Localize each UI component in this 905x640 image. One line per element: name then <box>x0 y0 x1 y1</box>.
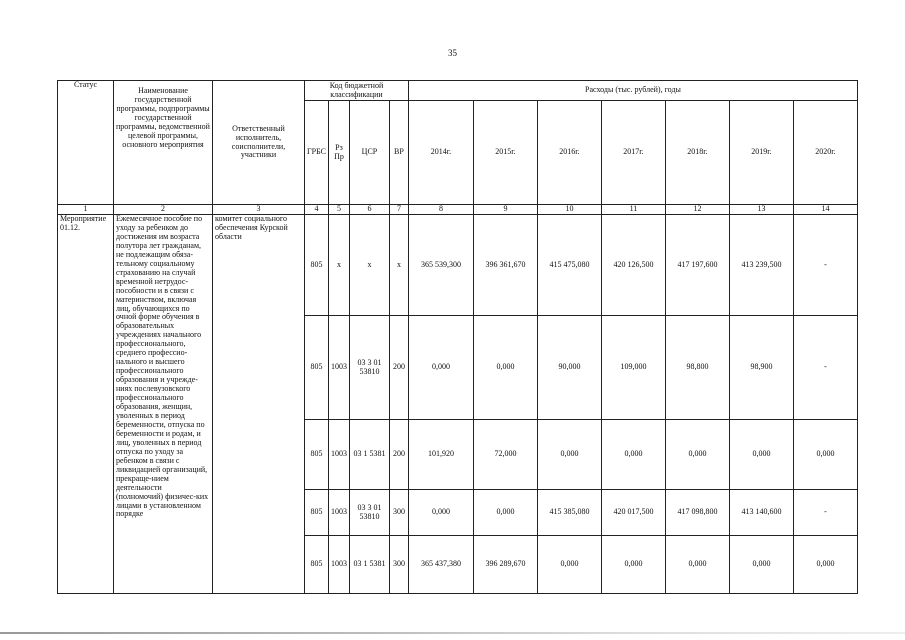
cell-value: 0,000 <box>537 536 601 594</box>
cell-value: 0,000 <box>665 420 729 490</box>
cell-value: 365 539,300 <box>408 215 473 316</box>
table-row <box>58 215 858 316</box>
cell-value: 396 361,670 <box>473 215 537 316</box>
header-grbs: ГРБС <box>305 101 329 205</box>
cell-value: 0,000 <box>793 420 857 490</box>
column-number: 12 <box>665 205 729 215</box>
column-number: 4 <box>305 205 329 215</box>
header-vr: ВР <box>389 101 408 205</box>
header-year: 2017г. <box>601 101 665 205</box>
header-year: 2014г. <box>408 101 473 205</box>
scan-edge-line <box>0 632 905 634</box>
column-number: 13 <box>729 205 793 215</box>
cell-rzpr: 1003 <box>328 316 349 420</box>
row-status: Мероприятие 01.12. <box>58 215 114 594</box>
cell-value: 98,900 <box>729 316 793 420</box>
header-csr: ЦСР <box>349 101 389 205</box>
cell-value: 0,000 <box>408 316 473 420</box>
header-year: 2018г. <box>665 101 729 205</box>
cell-csr: 03 3 01 53810 <box>349 316 389 420</box>
header-year: 2019г. <box>729 101 793 205</box>
cell-value: - <box>793 490 857 536</box>
header-year: 2016г. <box>537 101 601 205</box>
cell-value: 98,800 <box>665 316 729 420</box>
cell-grbs: 805 <box>305 316 329 420</box>
cell-value: 0,000 <box>601 420 665 490</box>
header-budget-code: Код бюджетной классификации <box>305 81 409 101</box>
cell-value: 0,000 <box>601 536 665 594</box>
cell-csr: 03 1 5381 <box>349 420 389 490</box>
cell-value: 417 098,800 <box>665 490 729 536</box>
cell-value: 101,920 <box>408 420 473 490</box>
cell-value: 0,000 <box>473 316 537 420</box>
cell-value: 396 289,670 <box>473 536 537 594</box>
cell-value: 0,000 <box>729 536 793 594</box>
column-number: 10 <box>537 205 601 215</box>
cell-value: 415 385,080 <box>537 490 601 536</box>
cell-value: 365 437,380 <box>408 536 473 594</box>
cell-value: 90,000 <box>537 316 601 420</box>
column-number: 3 <box>213 205 305 215</box>
cell-value: 420 126,500 <box>601 215 665 316</box>
cell-value: 413 140,600 <box>729 490 793 536</box>
header-executor: Ответственный исполнитель, соисполнители, участники <box>213 81 305 205</box>
cell-value: 0,000 <box>793 536 857 594</box>
cell-grbs: 805 <box>305 420 329 490</box>
cell-value: 417 197,600 <box>665 215 729 316</box>
column-number: 2 <box>114 205 213 215</box>
cell-rzpr: 1003 <box>328 420 349 490</box>
cell-value: 109,000 <box>601 316 665 420</box>
cell-vr: 200 <box>389 420 408 490</box>
header-expenses: Расходы (тыс. рублей), годы <box>408 81 857 101</box>
cell-value: 415 475,080 <box>537 215 601 316</box>
column-number: 9 <box>473 205 537 215</box>
cell-vr: 300 <box>389 536 408 594</box>
row-executor: комитет социального обеспечения Курской области <box>213 215 305 594</box>
header-year: 2015г. <box>473 101 537 205</box>
cell-value: 0,000 <box>665 536 729 594</box>
budget-table <box>57 80 858 594</box>
cell-vr: х <box>389 215 408 316</box>
column-number: 5 <box>328 205 349 215</box>
page-number: 35 <box>448 48 457 58</box>
cell-value: 0,000 <box>537 420 601 490</box>
cell-vr: 300 <box>389 490 408 536</box>
cell-rzpr: 1003 <box>328 536 349 594</box>
cell-value: - <box>793 316 857 420</box>
cell-value: 72,000 <box>473 420 537 490</box>
cell-csr: 03 1 5381 <box>349 536 389 594</box>
column-number: 11 <box>601 205 665 215</box>
cell-value: 420 017,500 <box>601 490 665 536</box>
cell-rzpr: 1003 <box>328 490 349 536</box>
header-year: 2020г. <box>793 101 857 205</box>
cell-csr: х <box>349 215 389 316</box>
cell-grbs: 805 <box>305 215 329 316</box>
cell-value: 0,000 <box>729 420 793 490</box>
header-rzpr: Рз Пр <box>328 101 349 205</box>
cell-value: - <box>793 215 857 316</box>
row-name: Ежемесячное пособие по уходу за ребенком до достижения им возраста полутора лет гражданам, не подлежащим обяза-тельному социальному страхованию на случай временной нетрудос-пособности и в связи с материнством, включая лиц, обучающихся по очной форме обучения в образовательных учреждениях начального профессионального, среднего профессио-нального и высшего профессионального образования и учрежде-ниях послевузовского профессионального образования, женщин, уволенных в период беременности, отпуска по беременности и родам, и лиц, уволенных в период отпуска по уходу за ребенком в связи с ликвидацией организаций, прекраще-нием деятельности (полномочий) физичес-ких лицами в установленном порядке <box>114 215 213 594</box>
cell-rzpr: х <box>328 215 349 316</box>
column-number: 7 <box>389 205 408 215</box>
header-status: Статус <box>58 81 114 205</box>
header-name: Наименование государственной программы, подпрограммы государственной программы, ведомственной целевой программы, основного мероприятия <box>114 81 213 205</box>
column-number: 1 <box>58 205 114 215</box>
column-number: 8 <box>408 205 473 215</box>
cell-grbs: 805 <box>305 490 329 536</box>
cell-value: 413 239,500 <box>729 215 793 316</box>
cell-csr: 03 3 01 53810 <box>349 490 389 536</box>
cell-vr: 200 <box>389 316 408 420</box>
column-number: 14 <box>793 205 857 215</box>
cell-grbs: 805 <box>305 536 329 594</box>
column-number: 6 <box>349 205 389 215</box>
cell-value: 0,000 <box>408 490 473 536</box>
cell-value: 0,000 <box>473 490 537 536</box>
